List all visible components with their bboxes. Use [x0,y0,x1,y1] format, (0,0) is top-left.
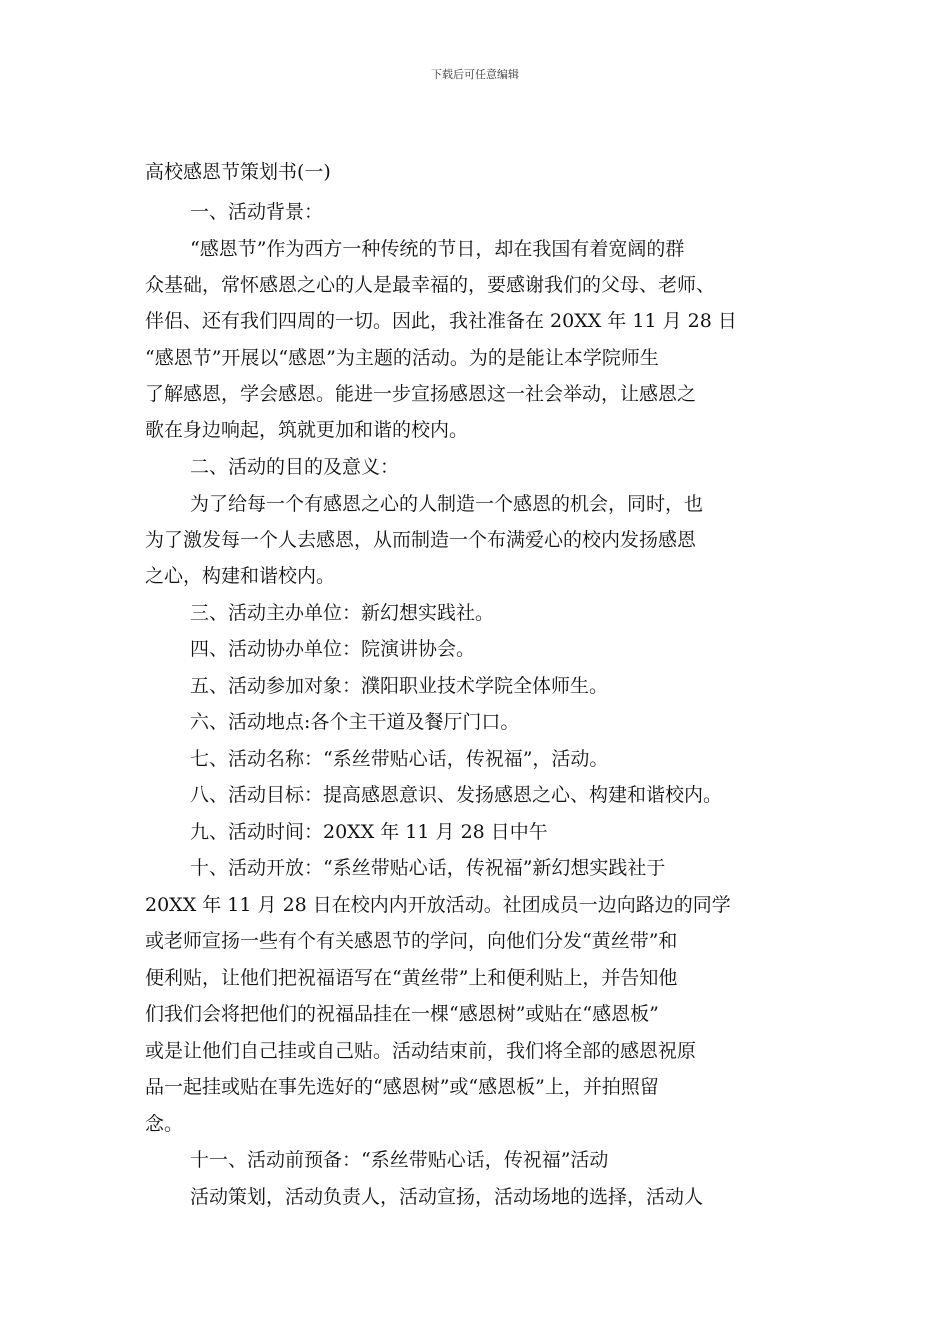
paragraph-line: 20XX 年 11 月 28 日在校内内开放活动。社团成员一边向路边的同学 [145,894,731,916]
section-opening: 十、活动开放：“系丝带贴心话，传祝福”新幻想实践社于 [190,857,666,879]
paragraph-line: 为了激发每一个人去感恩，从而制造一个布满爱心的校内发扬感恩 [145,529,697,551]
paragraph-line: “感恩节”开展以“感恩”为主题的活动。为的是能让本学院师生 [145,347,659,369]
section-participants: 五、活动参加对象：濮阳职业技术学院全体师生。 [190,675,609,697]
document-title: 高校感恩节策划书(一) [145,161,331,183]
section-preparation: 十一、活动前预备：“系丝带贴心话，传祝福”活动 [190,1149,609,1171]
paragraph-line: 之心，构建和谐校内。 [145,565,336,587]
header-note: 下载后可任意编辑 [431,68,519,81]
paragraph-line: 或是让他们自己挂或自己贴。活动结束前，我们将全部的感恩祝原 [145,1040,697,1062]
section-co-organizer: 四、活动协办单位：院演讲协会。 [190,638,476,660]
paragraph-line: 为了给每一个有感恩之心的人制造一个感恩的机会，同时，也 [190,493,704,515]
section-name: 七、活动名称：“系丝带贴心话，传祝福”，活动。 [190,748,609,770]
paragraph-line: 便利贴，让他们把祝福语写在“黄丝带”上和便利贴上，并告知他 [145,967,678,989]
paragraph-line: 了解感恩，学会感恩。能进一步宣扬感恩这一社会举动，让感恩之 [145,383,697,405]
section-heading-purpose: 二、活动的目的及意义： [190,456,400,478]
section-location: 六、活动地点:各个主干道及餐厅门口。 [190,711,520,733]
section-time: 九、活动时间：20XX 年 11 月 28 日中午 [190,821,548,843]
paragraph-line: 们我们会将把他们的祝福品挂在一棵“感恩树”或贴在“感恩板” [145,1003,659,1025]
paragraph-line: 歌在身边响起，筑就更加和谐的校内。 [145,419,469,441]
section-goal: 八、活动目标：提高感恩意识、发扬感恩之心、构建和谐校内。 [190,784,723,806]
paragraph-line: 活动策划，活动负责人，活动宣扬，活动场地的选择，活动人 [190,1186,704,1208]
paragraph-line: 伴侣、还有我们四周的一切。因此，我社准备在 20XX 年 11 月 28 日 [145,310,737,332]
section-organizer: 三、活动主办单位：新幻想实践社。 [190,602,495,624]
paragraph-line: 念。 [145,1113,184,1135]
paragraph-line: 众基础，常怀感恩之心的人是最幸福的，要感谢我们的父母、老师、 [145,274,716,296]
paragraph-line: “感恩节”作为西方一种传统的节日，却在我国有着宽阔的群 [190,238,685,260]
paragraph-line: 或老师宣扬一些有个有关感恩节的学问，向他们分发“黄丝带”和 [145,930,678,952]
section-heading-background: 一、活动背景： [190,201,324,223]
paragraph-line: 品一起挂或贴在事先选好的“感恩树”或“感恩板”上，并拍照留 [145,1076,659,1098]
